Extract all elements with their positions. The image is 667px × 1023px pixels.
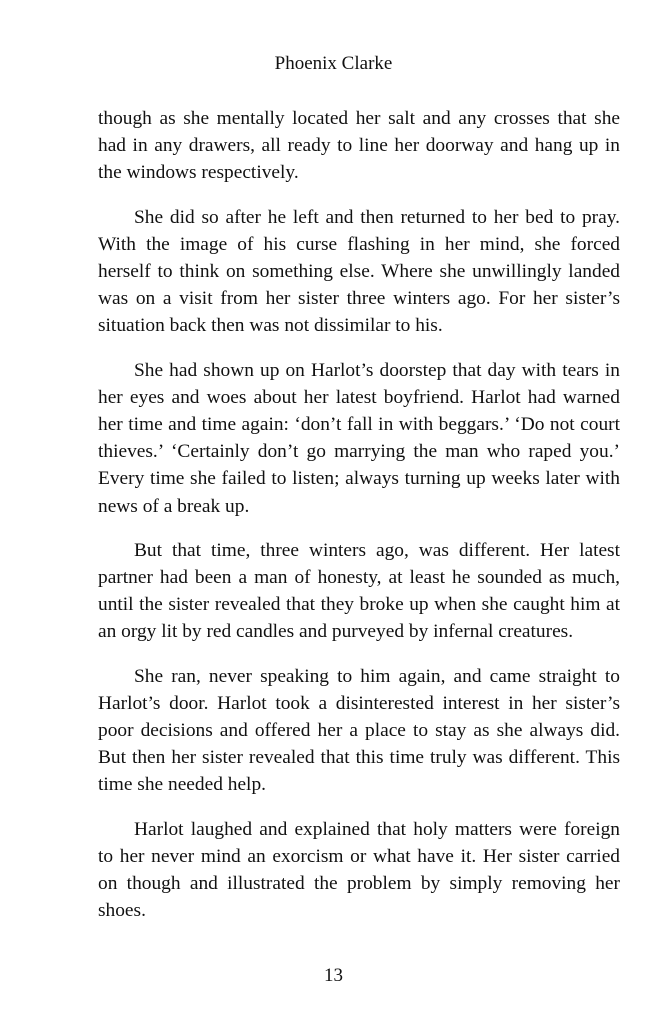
paragraph-2: She did so after he left and then returned to her bed to pray. With the image of his curse flashing in her mind, she forced herself to think on something else. Where she unwillingly landed was on a visit from her sister three winters ago. For her sister’s situation back then was not dissimilar to his. xyxy=(98,206,620,337)
paragraph-5: She ran, never speaking to him again, and came straight to Harlot’s door. Harlot took a disinterested interest in her sister’s poor decisions and offered her a place to stay as she always did. But then her sister revealed that this time truly was different. This time she needed help. xyxy=(98,665,620,796)
paragraph-6: Harlot laughed and explained that holy matters were foreign to her never mind an exorcism or what have it. Her sister carried on though and illustrated the problem by simply removing her shoes. xyxy=(98,818,620,922)
paragraph-4: But that time, three winters ago, was different. Her latest partner had been a man of honesty, at least he sounded as much, until the sister revealed that they broke up when she caught him at an orgy lit by red candles and purveyed by infernal creatures. xyxy=(98,539,620,643)
body-text xyxy=(98,105,620,941)
paragraph-1: though as she mentally located her salt and any crosses that she had in any drawers, all ready to line her doorway and hang up in the windows respectively. xyxy=(98,108,620,184)
page-number: 13 xyxy=(324,965,343,986)
paragraph-3: She had shown up on Harlot’s doorstep that day with tears in her eyes and woes about her latest boyfriend. Harlot had warned her time and time again: ‘don’t fall in with beggars.’ ‘Do not court thieves.’ ‘Certainly don’t go marrying the man who raped you.’ Every time she failed to listen; always turning up weeks later with news of a break up. xyxy=(98,359,620,517)
running-head-author: Phoenix Clarke xyxy=(274,53,393,74)
